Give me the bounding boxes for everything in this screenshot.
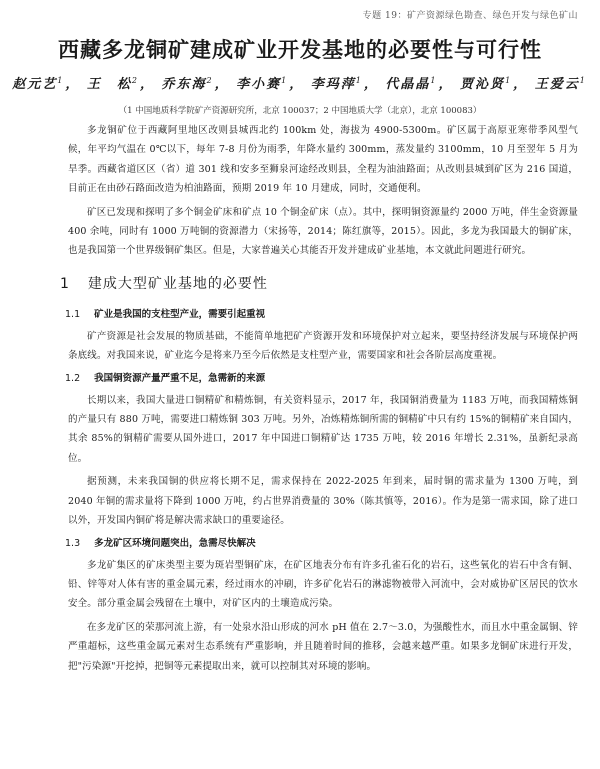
section-title: 建成大型矿业基地的必要性 bbox=[87, 275, 268, 292]
body-paragraph: 长期以来，我国大量进口铜精矿和精炼铜，有关资料显示，2017 年，我国铜消费量为 1183 万吨，而我国精炼铜的产量只有 880 万吨，需要进口精炼铜 303 万吨。另外，冶炼精炼铜所需的铜精矿中只有约 15%的铜精矿来自国内，其余 85%的铜精矿需要从国外进口，2017 年中国进口铜精矿达 1735 万吨，较 2016 年增长 2.31%，虽新纪录高位。 bbox=[68, 394, 578, 464]
subsection-title: 矿业是我国的支柱型产业，需要引起重视 bbox=[94, 308, 266, 320]
subsection-heading bbox=[65, 307, 578, 323]
subsection-heading bbox=[65, 536, 578, 552]
intro-paragraph: 多龙铜矿位于西藏阿里地区改则县城西北约 100km 处，海拔为 4900-5300m。矿区属于高原亚寒带季风型气候，年平均气温在 0℃以下，每年 7-8 月份为雨季，年降水量约 300mm，蒸发量约 3100mm，10 月至翌年 5 月为旱季。西藏省道区区（省）道 301 线和安多至狮泉河途经改则县，全程为油油路面；从改则县城到矿区为 216 国道，目前正在由砂石路面改造为柏油路面，预期 2019 年 10 月建成，同时，交通便利。 bbox=[68, 125, 578, 195]
intro-paragraph: 矿区已发现和探明了多个铜金矿床和矿点 10 个铜金矿床（点）。其中，探明铜资源量约 2000 万吨，伴生金资源量 400 余吨，同时有 1000 万吨铜的资源潜力（宋扬等，2014；陈红旗等，2015）。因此，多龙为我国最大的铜矿床，也是我国第一个世界级铜矿集区。但是，大家普遍关心其能否开发并建成矿业基地，本文就此问题进行研究。 bbox=[68, 206, 578, 257]
author: 李玛萍$^1$ bbox=[310, 75, 361, 92]
body-paragraph: 多龙矿集区的矿床类型主要为斑岩型铜矿床，在矿区地表分布有许多孔雀石化的岩石，这些氧化的岩石中含有铜、铅、锌等对人体有害的重金属元素，经过雨水的冲刷，许多矿化岩石的淋滤物被带入河流中，会对威协矿区居民的饮水安全。部分重金属会残留在土壤中，对矿区内的土壤造成污染。 bbox=[68, 559, 578, 610]
subsection-number: 1.2 bbox=[65, 372, 81, 384]
body-paragraph: 矿产资源是社会发展的物质基础，不能简单地把矿产资源开发和环境保护对立起来，要坚持经济发展与环境保护两条底线。对我国来说，矿业迄今是将来乃至今后依然是支柱型产业，需要国家和社会各阶层高度重视。 bbox=[68, 330, 578, 362]
subsection-heading bbox=[65, 371, 578, 387]
author: 代晶晶$^1$ bbox=[385, 75, 436, 92]
paper-body bbox=[60, 121, 578, 680]
subsection-number: 1.1 bbox=[65, 308, 81, 320]
author: 贾沁贤$^1$ bbox=[460, 75, 511, 92]
author: 王 松$^2$ bbox=[86, 75, 137, 92]
body-paragraph: 据预测，未来我国铜的供应将长期不足，需求保持在 2022-2025 年到来，届时铜的需求量为 1300 万吨，到 2040 年铜的需求量将下降到 1000 万吨，约占世界消费量的 30%（陈其慎等，2016）。作为是第一需求国，除了进口以外，开发国内铜矿将是解决需求缺口的重要途径。 bbox=[68, 476, 578, 527]
author: 乔东海$^2$ bbox=[161, 75, 212, 92]
subsection-number: 1.3 bbox=[65, 537, 81, 549]
author: 王爱云$^1$ bbox=[534, 75, 585, 92]
subsection-title: 我国铜资源产量严重不足，急需新的来源 bbox=[94, 372, 266, 384]
section-number: 1 bbox=[60, 275, 70, 292]
subsection-title: 多龙矿区环境问题突出，急需尽快解决 bbox=[94, 537, 256, 549]
body-paragraph: 在多龙矿区的荣那河流上游，有一处泉水沿山形成的河水 pH 值在 2.7～3.0，为强酸性水，而且水中重金属铜、锌严重超标，这些重金属元素对生态系统有严重影响，并且随着时间的推移，会越来越严重。如果多龙铜矿床进行开发，把"污染源"开挖掉，把铜等元素提取出来，就可以控制其对环境的影响。 bbox=[68, 621, 578, 672]
author: 李小赛$^1$ bbox=[236, 75, 287, 92]
running-head: 专题 19：矿产资源绿色勘查、绿色开发与绿色矿山 bbox=[362, 11, 578, 21]
author: 赵元艺$^1$ bbox=[12, 75, 63, 92]
affiliation: （1 中国地质科学院矿产资源研究所，北京 100037；2 中国地质大学（北京），北京 100083） bbox=[118, 106, 482, 116]
author-list: 赵元艺$^1$ ， 王 松$^2$ ， 乔东海$^2$ ， 李小赛$^1$ ， 李玛萍$^1$ ， 代晶晶$^1$ ， 贾沁贤$^1$ ， 王爱云$^1$ bbox=[0, 73, 600, 92]
section-heading bbox=[60, 273, 578, 293]
paper-title: 西藏多龙铜矿建成矿业开发基地的必要性与可行性 bbox=[58, 38, 542, 62]
